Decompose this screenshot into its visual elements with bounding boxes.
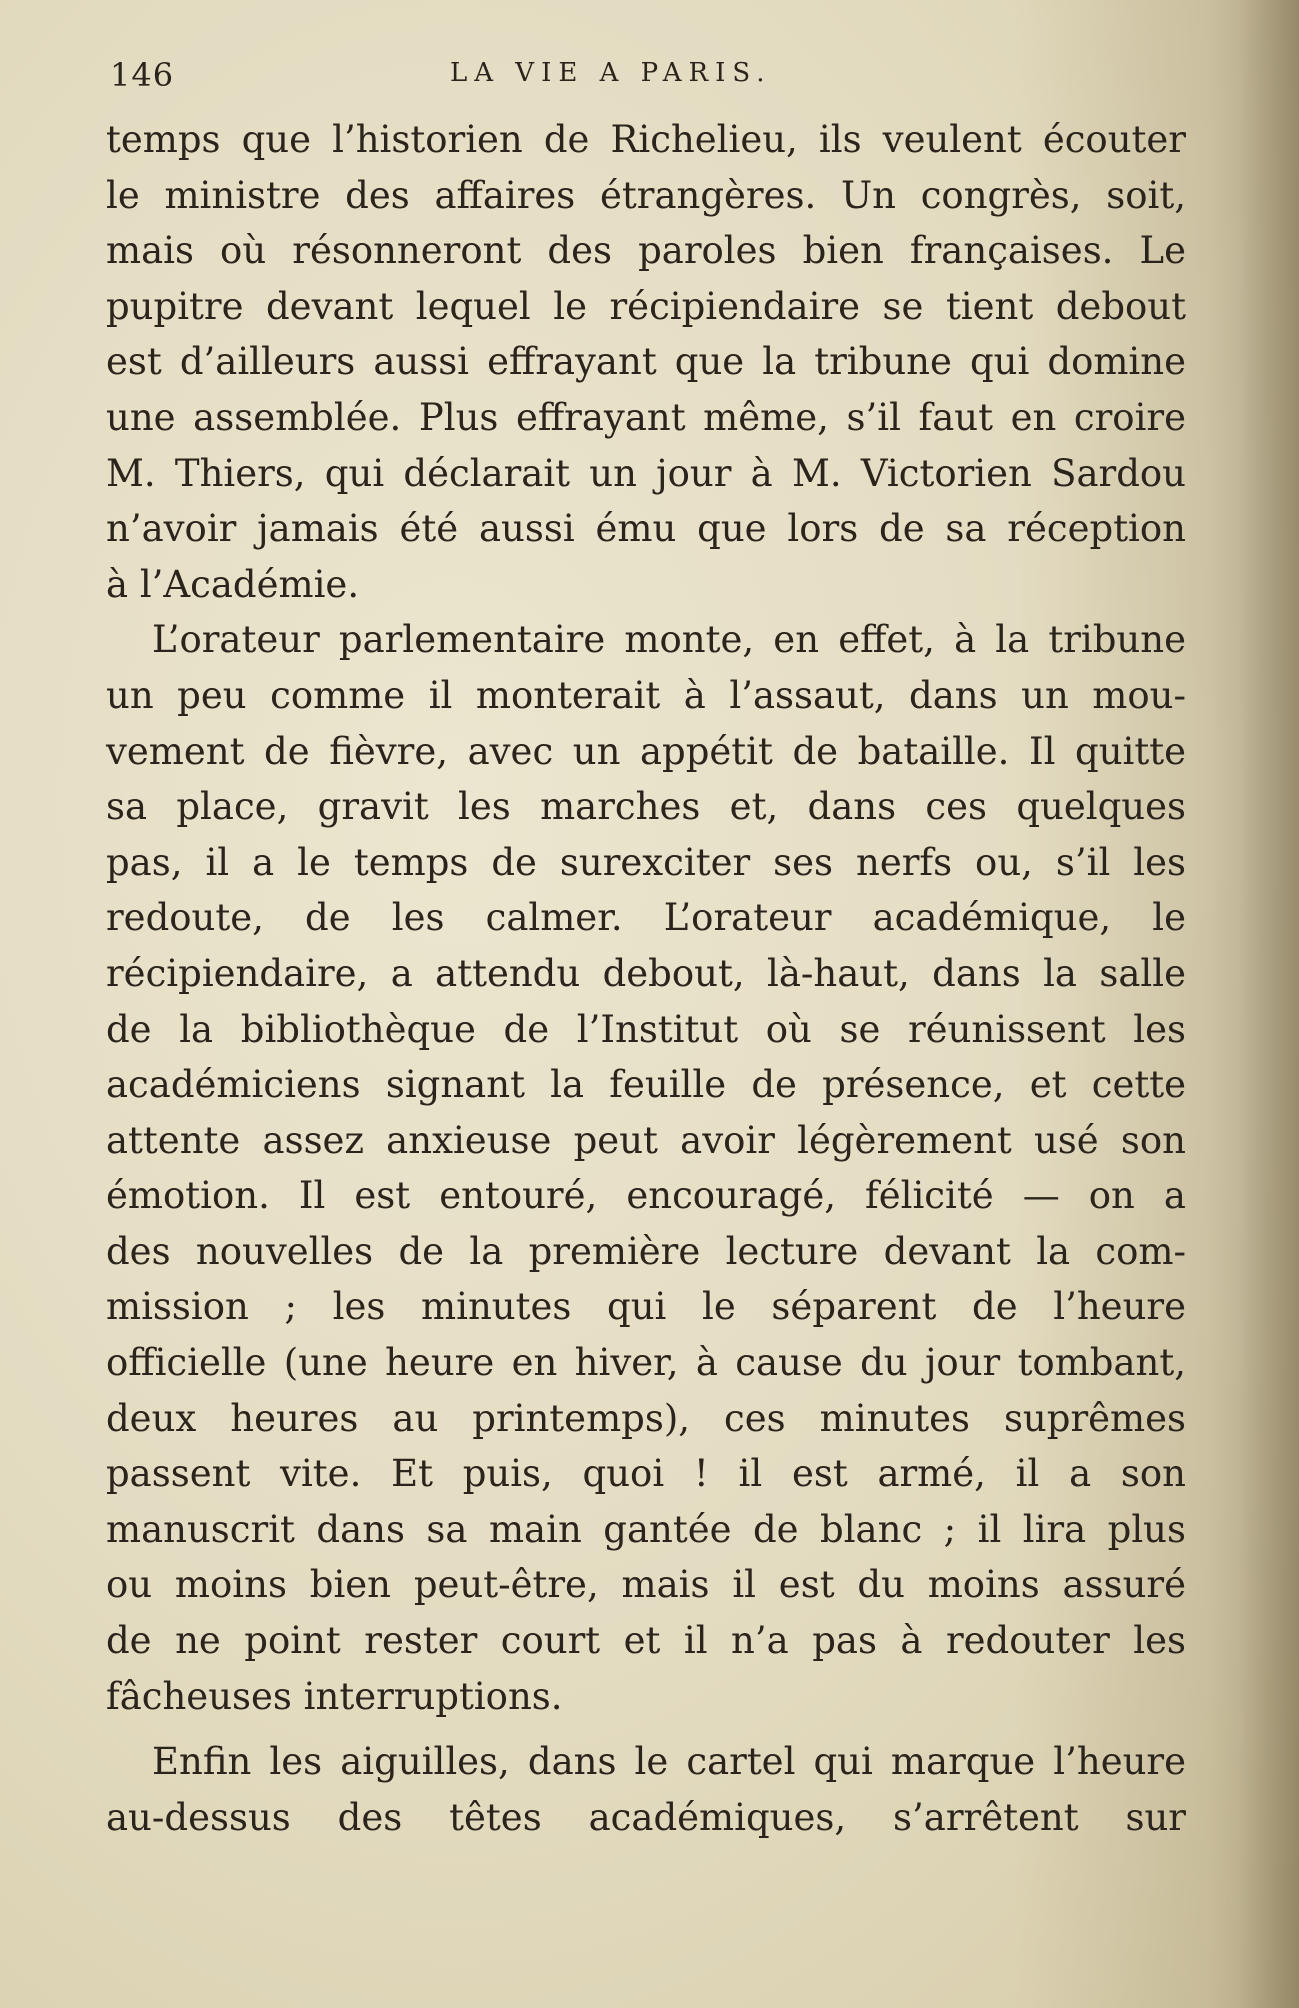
paragraph-3 [106,1734,1186,1845]
text-line: L’orateur parlementaire monte, en effet, à la tribune [152,618,1186,662]
page-header [110,48,1190,108]
text-line: une assemblée. Plus effrayant même, s’il faut en croire [106,395,1186,439]
text-line: pupitre devant lequel le récipiendaire se tient debout [106,284,1186,328]
text-line: officielle (une heure en hiver, à cause du jour tombant, [106,1341,1186,1385]
text-line: mission ; les minutes qui le séparent de l’heure [106,1285,1186,1329]
text-line: émotion. Il est entouré, encouragé, félicité — on a [106,1174,1186,1218]
text-line: redoute, de les calmer. L’orateur académique, le [106,896,1186,940]
text-line: le ministre des affaires étrangères. Un congrès, soit, [106,173,1186,217]
running-title: LA VIE A PARIS. [450,58,772,88]
text-line: passent vite. Et puis, quoi ! il est armé, il a son [106,1452,1186,1496]
text-line: fâcheuses interruptions. [106,1674,563,1718]
text-line: ou moins bien peut-être, mais il est du moins assuré [106,1563,1186,1607]
text-line: deux heures au printemps), ces minutes suprêmes [106,1396,1186,1440]
text-line: académiciens signant la feuille de présence, et cette [106,1063,1186,1107]
text-line: de la bibliothèque de l’Institut où se réunissent les [106,1007,1186,1051]
paragraph-2 [106,612,1186,1724]
text-line: n’avoir jamais été aussi ému que lors de sa réception [106,507,1186,551]
text-line: récipiendaire, a attendu debout, là-haut, dans la salle [106,951,1186,995]
binding-shadow [1239,0,1299,2008]
text-line: Enfin les aiguilles, dans le cartel qui marque l’heure [152,1740,1186,1784]
text-line: des nouvelles de la première lecture devant la com- [106,1229,1186,1273]
text-line: pas, il a le temps de surexciter ses nerfs ou, s’il les [106,840,1186,884]
paragraph-gap [106,1724,1186,1734]
text-line: M. Thiers, qui déclarait un jour à M. Victorien Sardou [106,451,1186,495]
text-line: de ne point rester court et il n’a pas à redouter les [106,1619,1186,1663]
text-line: temps que l’historien de Richelieu, ils veulent écouter [106,118,1186,161]
text-line: à l’Académie. [106,562,360,606]
body-text [106,112,1186,1845]
text-line: un peu comme il monterait à l’assaut, dans un mou- [106,673,1186,717]
text-line: manuscrit dans sa main gantée de blanc ; il lira plus [106,1507,1186,1551]
text-line: est d’ailleurs aussi effrayant que la tribune qui domine [106,340,1186,384]
text-line: au-dessus des têtes académiques, s’arrêtent sur [106,1795,1186,1839]
text-line: attente assez anxieuse peut avoir légèrement usé son [106,1118,1186,1162]
page-number: 146 [110,56,175,94]
text-line: mais où résonneront des paroles bien françaises. Le [106,229,1186,273]
paragraph-1 [106,112,1186,612]
text-line: vement de fièvre, avec un appétit de bataille. Il quitte [106,729,1186,773]
text-line: sa place, gravit les marches et, dans ces quelques [106,785,1186,829]
